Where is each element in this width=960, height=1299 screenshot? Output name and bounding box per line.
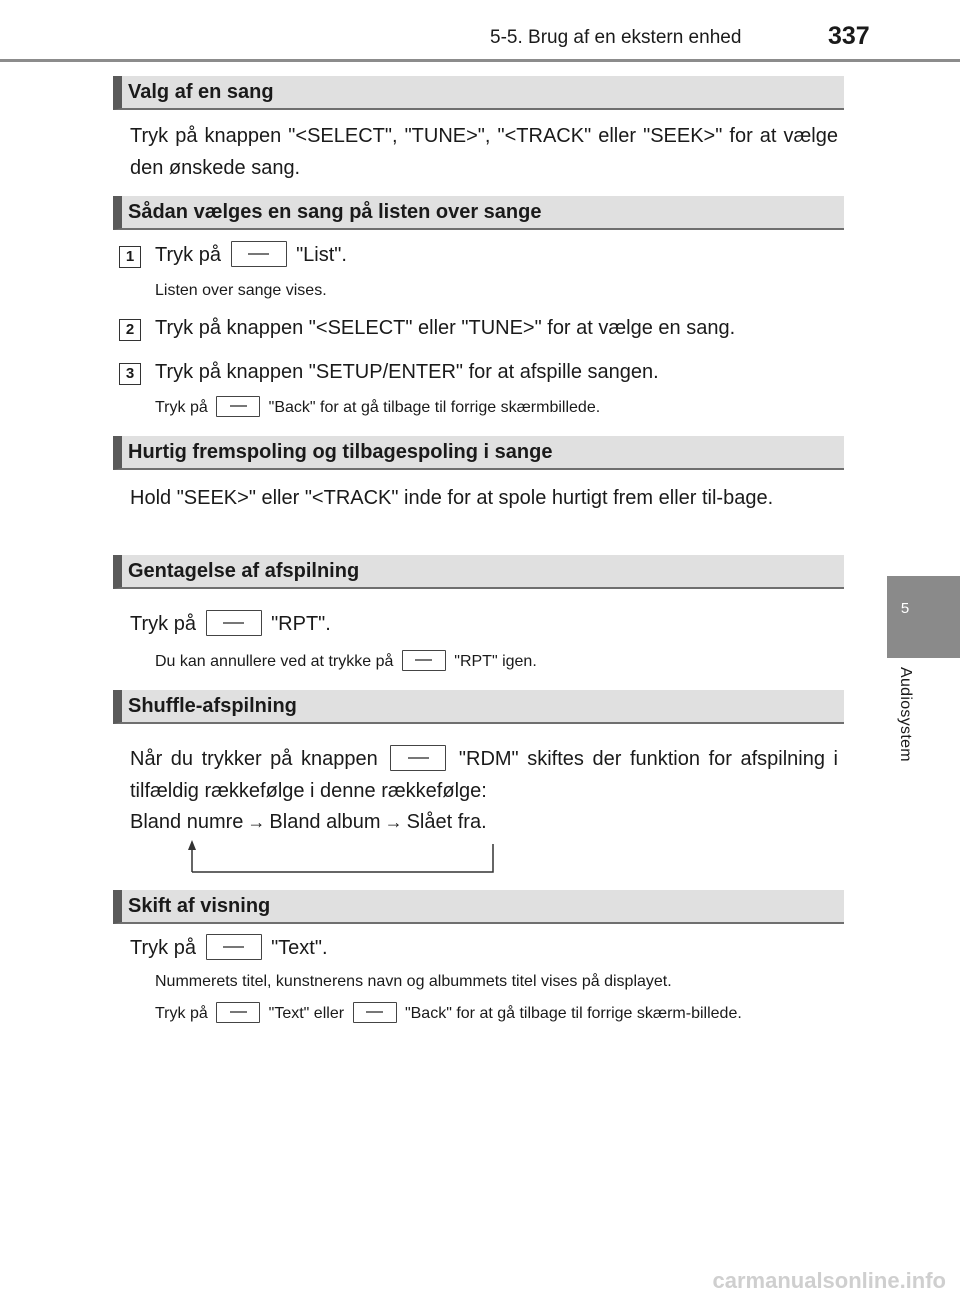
display-text xyxy=(130,932,328,964)
page-number: 337 xyxy=(828,22,870,50)
display-note-2-after: "Back" for at gå tilbage til forrige skærm-billede. xyxy=(404,1005,742,1022)
chapter-tab xyxy=(887,576,960,658)
chapter-tab-number: 5 xyxy=(900,600,910,617)
section-heading-song-list xyxy=(113,196,844,230)
section-title: Shuffle-afspilning xyxy=(128,695,297,717)
display-note-1: Nummerets titel, kunstnerens navn og albummets titel vises på displayet. xyxy=(155,973,672,990)
shuffle-cycle xyxy=(130,806,487,838)
shuffle-text-after: "RDM" skiftes der funktion for afspilning i tilfældig rækkefølge i denne rækkefølge: xyxy=(130,748,838,802)
step-3-note-after: "Back" for at gå tilbage til forrige skærmbillede. xyxy=(268,399,601,416)
step-2-text: Tryk på knappen "<SELECT" eller "TUNE>" for at vælge en sang. xyxy=(155,317,736,339)
display-text-after: "Text". xyxy=(271,937,328,959)
repeat-note xyxy=(155,650,537,674)
section-heading-fast-seek xyxy=(113,436,844,470)
repeat-text-after: "RPT". xyxy=(271,613,331,635)
softkey-button-icon xyxy=(353,1002,397,1023)
display-note-2 xyxy=(155,1002,838,1026)
softkey-button-icon xyxy=(390,745,446,771)
right-arrow-icon: → xyxy=(247,812,266,832)
section-heading-repeat xyxy=(113,555,844,589)
section-heading-display xyxy=(113,890,844,924)
softkey-button-icon xyxy=(206,934,262,960)
chapter-tab-label: Audiosystem xyxy=(897,667,914,762)
section-title: Skift af visning xyxy=(128,895,271,917)
section-heading-shuffle xyxy=(113,690,844,724)
softkey-button-icon xyxy=(216,396,260,417)
repeat-text xyxy=(130,608,331,640)
section-heading-select-song xyxy=(113,76,844,110)
cycle-item-shuffle-tracks: Bland numre xyxy=(130,811,244,833)
display-text-before: Tryk på xyxy=(130,937,196,959)
right-arrow-icon: → xyxy=(384,812,403,832)
softkey-button-icon xyxy=(231,241,287,267)
step-3-text: Tryk på knappen "SETUP/ENTER" for at afspille sangen. xyxy=(155,361,659,383)
section-title: Gentagelse af afspilning xyxy=(128,560,360,582)
step-1-text-before: Tryk på xyxy=(155,244,221,266)
step-number-3: 3 xyxy=(119,363,141,385)
step-1-text xyxy=(155,239,347,271)
repeat-note-after: "RPT" igen. xyxy=(454,653,537,670)
step-number-2: 2 xyxy=(119,319,141,341)
section-title: Valg af en sang xyxy=(128,81,274,103)
display-note-2-middle: "Text" eller xyxy=(268,1005,345,1022)
shuffle-text-before: Når du trykker på knappen xyxy=(130,748,378,770)
step-3-note xyxy=(155,396,600,420)
softkey-button-icon xyxy=(216,1002,260,1023)
cycle-item-off: Slået fra. xyxy=(406,811,487,833)
watermark: carmanualsonline.info xyxy=(712,1268,946,1293)
step-3-note-before: Tryk på xyxy=(155,399,208,416)
section-title: Hurtig fremspoling og tilbagespoling i sange xyxy=(128,441,553,463)
repeat-note-before: Du kan annullere ved at trykke på xyxy=(155,653,394,670)
softkey-button-icon xyxy=(402,650,446,671)
step-1-note: Listen over sange vises. xyxy=(155,282,327,299)
select-song-text: Tryk på knappen "<SELECT", "TUNE>", "<TRACK" eller "SEEK>" for at vælge den ønskede sang. xyxy=(130,125,838,179)
step-1-text-after: "List". xyxy=(296,244,347,266)
display-note-2-before: Tryk på xyxy=(155,1005,208,1022)
cycle-return-loop-icon xyxy=(180,838,510,878)
chapter-title: 5-5. Brug af en ekstern enhed xyxy=(490,27,742,48)
shuffle-text xyxy=(130,743,838,807)
fast-seek-text: Hold "SEEK>" eller "<TRACK" inde for at spole hurtigt frem eller til-bage. xyxy=(130,487,774,509)
step-number-1: 1 xyxy=(119,246,141,268)
repeat-text-before: Tryk på xyxy=(130,613,196,635)
header-divider xyxy=(0,59,960,62)
cycle-item-shuffle-albums: Bland album xyxy=(269,811,381,833)
section-title: Sådan vælges en sang på listen over sange xyxy=(128,201,542,223)
softkey-button-icon xyxy=(206,610,262,636)
